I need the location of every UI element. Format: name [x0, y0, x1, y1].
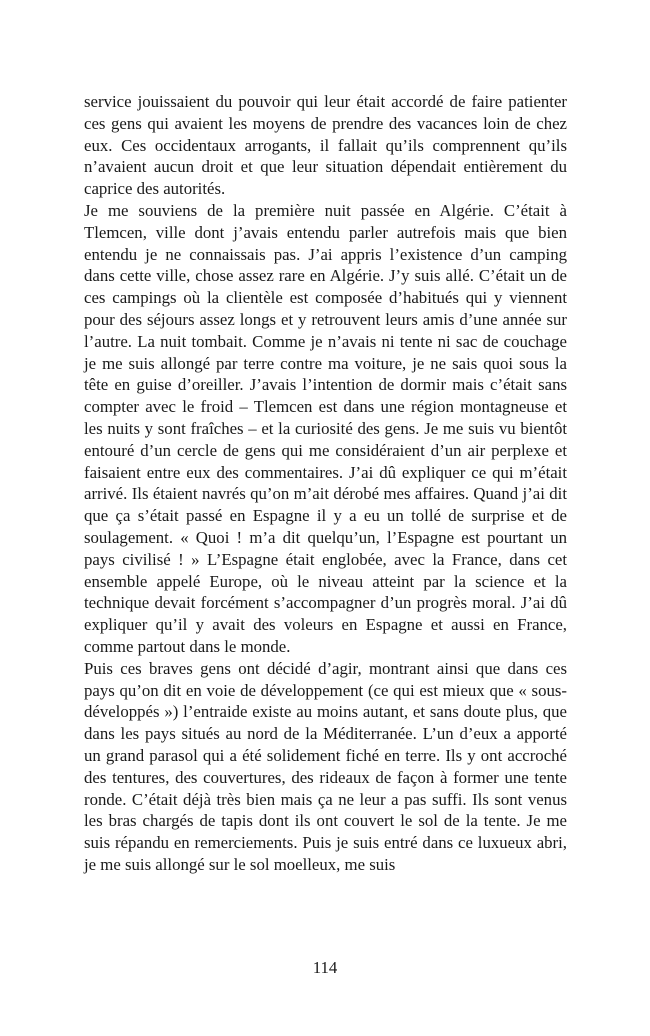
paragraph-1: service jouissaient du pouvoir qui leur était accordé de faire patienter ces gens qui avaient les moyens de prendre des vacances loin de chez eux. Ces occidentaux arrogants, il fallait qu’ils comprennent qu’ils n’avaient aucun droit et que leur situation dépendait entièrement du caprice des autorités.	[84, 92, 567, 199]
page-number: 114	[312, 958, 338, 977]
paragraph-3: Puis ces braves gens ont décidé d’agir, montrant ainsi que dans ces pays qu’on dit en voie de développement (ce qui est mieux que « sous-développés ») l’entraide existe au moins autant, et sans doute plus, que dans les pays situés au nord de la Méditerranée. L’un d’eux a apporté un grand parasol qui a été solidement fiché en terre. Ils y ont accroché des tentures, des couvertures, des rideaux de façon à former une tente ronde. C’était déjà très bien mais ça ne leur a pas suffi. Ils sont venus les bras chargés de tapis dont ils ont couvert le sol de la tente. Je me suis répandu en remerciements. Puis je suis entré dans ce luxueux abri, je me suis allongé sur le sol moelleux, me suis	[84, 658, 567, 874]
page-body	[84, 91, 567, 876]
paragraph-2: Je me souviens de la première nuit passée en Algérie. C’était à Tlemcen, ville dont j’avais entendu parler autrefois mais que bien entendu je ne connaissais pas. J’ai appris l’existence d’un camping dans cette ville, chose assez rare en Algérie. J’y suis allé. C’était un de ces campings où la clientèle est composée d’habitués qui y viennent pour des séjours assez longs et y retrouvent leurs amis d’une année sur l’autre. La nuit tombait. Comme je n’avais ni tente ni sac de couchage je me suis allongé par terre contre ma voiture, je ne sais quoi sous la tête en guise d’oreiller. J’avais l’intention de dormir mais c’était sans compter avec le froid – Tlemcen est dans une région montagneuse et les nuits y sont fraîches – et la curiosité des gens. Je me suis vu bientôt entouré d’un cercle de gens qui me considéraient d’un air perplexe et faisaient entre eux des commentaires. J’ai dû expliquer ce qui m’était arrivé. Ils étaient navrés qu’on m’ait dérobé mes affaires. Quand j’ai dit que ça s’était passé en Espagne il y a eu un tollé de surprise et de soulagement. « Quoi ! m’a dit quelqu’un, l’Espagne est pourtant un pays civilisé ! » L’Espagne était englobée, avec la France, dans cet ensemble appelé Europe, où le niveau atteint par la science et la technique devait forcément s’accompagner d’un progrès moral. J’ai dû expliquer qu’il y avait des voleurs en Espagne et aussi en France, comme partout dans le monde.	[84, 200, 567, 656]
